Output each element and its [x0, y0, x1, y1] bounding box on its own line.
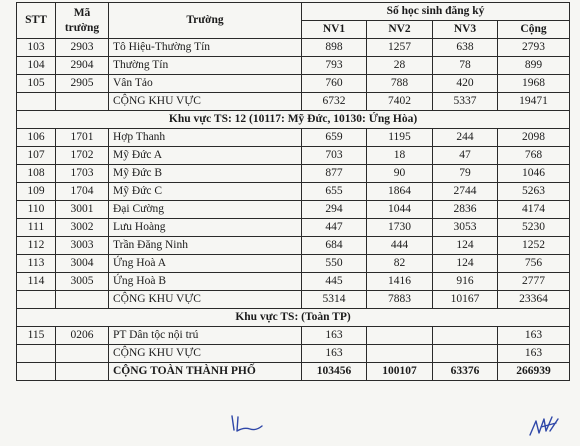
cell-nv3: 47 [433, 147, 498, 165]
cell-cong: 756 [498, 255, 570, 273]
cell-nv3: 124 [433, 255, 498, 273]
cell-nv1: 550 [302, 255, 367, 273]
cell-truong: CỘNG KHU VỰC [109, 93, 302, 111]
cell-cong: 2793 [498, 39, 570, 57]
cell-truong: Tô Hiệu-Thường Tín [109, 39, 302, 57]
cell-nv3: 2836 [433, 201, 498, 219]
cell-nv1: 5314 [302, 291, 367, 309]
header-ma-truong: Mã trường [56, 3, 109, 39]
cell-nv2: 7883 [367, 291, 433, 309]
cell-nv2: 1864 [367, 183, 433, 201]
cell-nv3: 638 [433, 39, 498, 57]
cell-cong: 1046 [498, 165, 570, 183]
cell-cong: 5230 [498, 219, 570, 237]
cell-nv2: 90 [367, 165, 433, 183]
cell-nv1: 447 [302, 219, 367, 237]
cell-stt [17, 93, 56, 111]
cell-nv3 [433, 327, 498, 345]
cell-truong: CỘNG KHU VỰC [109, 345, 302, 363]
cell-nv1: 163 [302, 327, 367, 345]
cell-nv1: 684 [302, 237, 367, 255]
cell-nv3 [433, 345, 498, 363]
cell-cong: 1252 [498, 237, 570, 255]
cell-nv1: 898 [302, 39, 367, 57]
cell-ma: 3001 [56, 201, 109, 219]
cell-nv2: 1416 [367, 273, 433, 291]
cell-truong: Vân Tảo [109, 75, 302, 93]
header-truong: Trường [109, 3, 302, 39]
handwritten-initial-mark [226, 413, 266, 435]
cell-ma: 1703 [56, 165, 109, 183]
table-row [17, 75, 570, 93]
cell-nv2: 100107 [367, 363, 433, 381]
subtotal-row [17, 291, 570, 309]
cell-truong: Đại Cường [109, 201, 302, 219]
table-row [17, 147, 570, 165]
table-row [17, 201, 570, 219]
cell-nv1: 655 [302, 183, 367, 201]
cell-ma: 3004 [56, 255, 109, 273]
cell-ma [56, 363, 109, 381]
cell-truong: Lưu Hoàng [109, 219, 302, 237]
cell-cong: 768 [498, 147, 570, 165]
table-row [17, 273, 570, 291]
cell-cong: 23364 [498, 291, 570, 309]
region-row [17, 309, 570, 327]
table-row [17, 219, 570, 237]
cell-nv2: 1195 [367, 129, 433, 147]
table-row [17, 183, 570, 201]
cell-nv2: 444 [367, 237, 433, 255]
cell-nv2 [367, 345, 433, 363]
cell-truong: Trần Đăng Ninh [109, 237, 302, 255]
cell-truong: CỘNG TOÀN THÀNH PHỐ [109, 363, 302, 381]
cell-cong: 2098 [498, 129, 570, 147]
cell-nv3: 10167 [433, 291, 498, 309]
header-nv3: NV3 [433, 21, 498, 39]
cell-nv3: 5337 [433, 93, 498, 111]
cell-stt: 108 [17, 165, 56, 183]
cell-nv1: 760 [302, 75, 367, 93]
cell-ma: 3005 [56, 273, 109, 291]
cell-stt: 112 [17, 237, 56, 255]
cell-truong: Mỹ Đức B [109, 165, 302, 183]
cell-ma: 0206 [56, 327, 109, 345]
cell-cong: 266939 [498, 363, 570, 381]
cell-nv3: 78 [433, 57, 498, 75]
cell-stt: 110 [17, 201, 56, 219]
cell-truong: Ứng Hoà B [109, 273, 302, 291]
cell-nv2: 788 [367, 75, 433, 93]
cell-ma: 2904 [56, 57, 109, 75]
cell-ma: 1704 [56, 183, 109, 201]
region-title: Khu vực TS: (Toàn TP) [17, 309, 570, 327]
cell-nv2: 7402 [367, 93, 433, 111]
cell-stt: 106 [17, 129, 56, 147]
cell-ma: 3003 [56, 237, 109, 255]
cell-truong: PT Dân tộc nội trú [109, 327, 302, 345]
cell-ma: 3002 [56, 219, 109, 237]
cell-cong: 5263 [498, 183, 570, 201]
cell-truong: Hợp Thanh [109, 129, 302, 147]
cell-ma: 1702 [56, 147, 109, 165]
cell-nv3: 79 [433, 165, 498, 183]
cell-cong: 1968 [498, 75, 570, 93]
cell-nv2: 28 [367, 57, 433, 75]
cell-stt [17, 345, 56, 363]
cell-nv2: 1730 [367, 219, 433, 237]
cell-nv3: 916 [433, 273, 498, 291]
cell-nv3: 420 [433, 75, 498, 93]
table-row [17, 57, 570, 75]
cell-nv1: 703 [302, 147, 367, 165]
cell-nv1: 6732 [302, 93, 367, 111]
header-so-hoc-sinh: Số học sinh đăng ký [302, 3, 570, 21]
cell-nv3: 63376 [433, 363, 498, 381]
cell-stt: 115 [17, 327, 56, 345]
cell-ma: 2905 [56, 75, 109, 93]
cell-stt: 107 [17, 147, 56, 165]
cell-stt: 105 [17, 75, 56, 93]
cell-truong: Mỹ Đức C [109, 183, 302, 201]
handwritten-signature-mark [526, 413, 562, 441]
cell-nv1: 877 [302, 165, 367, 183]
cell-stt: 114 [17, 273, 56, 291]
cell-nv3: 2744 [433, 183, 498, 201]
cell-nv1: 163 [302, 345, 367, 363]
cell-stt: 104 [17, 57, 56, 75]
table-row [17, 39, 570, 57]
cell-nv2: 82 [367, 255, 433, 273]
cell-ma [56, 93, 109, 111]
cell-stt: 113 [17, 255, 56, 273]
cell-nv1: 659 [302, 129, 367, 147]
header-nv2: NV2 [367, 21, 433, 39]
registration-table [16, 2, 570, 381]
cell-ma [56, 345, 109, 363]
cell-nv1: 294 [302, 201, 367, 219]
cell-cong: 19471 [498, 93, 570, 111]
cell-nv2: 18 [367, 147, 433, 165]
cell-truong: CỘNG KHU VỰC [109, 291, 302, 309]
header-stt: STT [17, 3, 56, 39]
region-row [17, 111, 570, 129]
cell-ma: 1701 [56, 129, 109, 147]
header-nv1: NV1 [302, 21, 367, 39]
cell-cong: 163 [498, 327, 570, 345]
cell-stt: 109 [17, 183, 56, 201]
cell-truong: Thường Tín [109, 57, 302, 75]
cell-cong: 163 [498, 345, 570, 363]
cell-truong: Mỹ Đức A [109, 147, 302, 165]
cell-nv3: 3053 [433, 219, 498, 237]
table-row [17, 255, 570, 273]
table-row [17, 327, 570, 345]
cell-cong: 2777 [498, 273, 570, 291]
grand-total-row [17, 363, 570, 381]
cell-nv2: 1044 [367, 201, 433, 219]
cell-stt [17, 363, 56, 381]
header-cong: Cộng [498, 21, 570, 39]
cell-stt [17, 291, 56, 309]
cell-cong: 899 [498, 57, 570, 75]
cell-cong: 4174 [498, 201, 570, 219]
cell-ma [56, 291, 109, 309]
cell-nv2: 1257 [367, 39, 433, 57]
table-row [17, 165, 570, 183]
cell-truong: Ứng Hoà A [109, 255, 302, 273]
cell-stt: 103 [17, 39, 56, 57]
cell-nv3: 244 [433, 129, 498, 147]
cell-nv1: 103456 [302, 363, 367, 381]
cell-nv3: 124 [433, 237, 498, 255]
table-row [17, 237, 570, 255]
subtotal-row [17, 93, 570, 111]
region-title: Khu vực TS: 12 (10117: Mỹ Đức, 10130: Ứng Hòa) [17, 111, 570, 129]
cell-nv2 [367, 327, 433, 345]
subtotal-row [17, 345, 570, 363]
cell-nv1: 793 [302, 57, 367, 75]
cell-stt: 111 [17, 219, 56, 237]
cell-ma: 2903 [56, 39, 109, 57]
table-row [17, 129, 570, 147]
cell-nv1: 445 [302, 273, 367, 291]
